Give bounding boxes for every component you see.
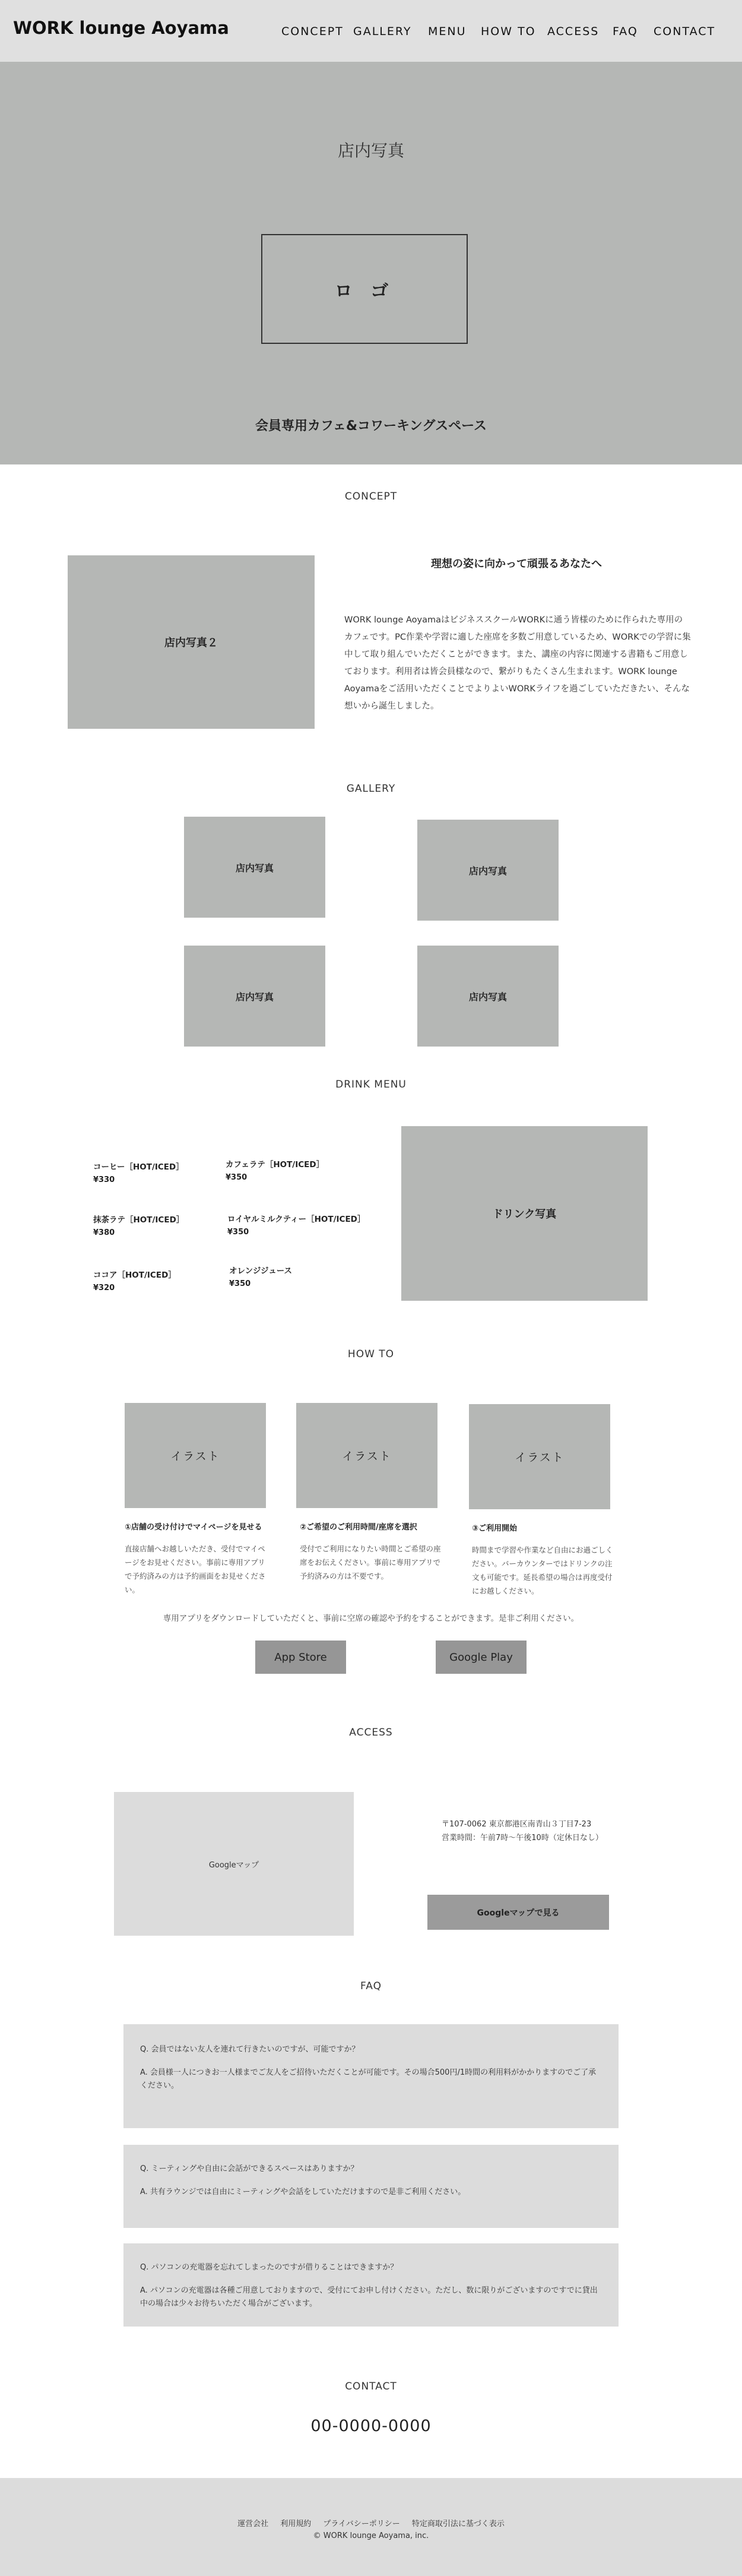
step-title: ②ご希望のご利用時間/座席を選択: [300, 1523, 417, 1532]
menu-item-price: ¥350: [226, 1173, 248, 1182]
menu-item-price: ¥350: [229, 1279, 251, 1288]
nav-gallery[interactable]: GALLERY: [353, 25, 412, 38]
footer-link-company[interactable]: 運営会社: [237, 2520, 269, 2528]
hero-subtitle: 会員専用カフェ&コワーキングスペース: [255, 419, 487, 434]
menu-item-name: オレンジジュース: [229, 1266, 293, 1276]
howto-title: HOW TO: [347, 1348, 395, 1360]
menu-item-price: ¥350: [227, 1228, 249, 1237]
step-body: 時間まで学習や作業など自由にお過ごしください。バーカウンターではドリンクの注文も可能です。延長希望の場合は再度受付にお越しください。: [472, 1545, 613, 1595]
drink-image: ドリンク写真: [401, 1126, 648, 1301]
nav-contact[interactable]: CONTACT: [654, 25, 716, 38]
menu-item-name: カフェラテ［HOT/ICED］: [226, 1160, 325, 1170]
faq-question: Q. パソコンの充電器を忘れてしまったのですが借りることはできますか？: [140, 2263, 398, 2272]
menu-item-name: ロイヤルミルクティー［HOT/ICED］: [227, 1215, 366, 1224]
concept-image: 店内写真２: [68, 555, 315, 729]
gallery-image[interactable]: 店内写真: [417, 946, 559, 1047]
concept-body: WORK lounge AoyamaはビジネススクールWORKに通う皆様のために作られた専用のカフェです。PC作業や学習に適した座席を多数ご用意しているため、WORKでの学習に集中して取り組んでいただくことができます。また、講座の内容に関連する書籍もご用意しております。利用者は皆会員様なので、繋がりもたくさん生まれます。WORK lounge Aoyamaをご活用いただくことでよりよいWORKライフを過ごしていただきたい、そんな想いから誕生しました。: [344, 615, 691, 711]
google-play-button[interactable]: Google Play: [436, 1641, 527, 1674]
menu-item-name: コーヒー［HOT/ICED］: [93, 1162, 184, 1172]
step-illustration: イラスト: [469, 1404, 610, 1509]
menu-item-price: ¥380: [93, 1228, 115, 1237]
nav-faq[interactable]: FAQ: [613, 25, 638, 38]
access-address: 〒107-0062 東京都港区南青山３丁目7-23: [442, 1820, 592, 1829]
faq-answer: A. 共有ラウンジでは自由にミーティングや会話をしていただけますので是非ご利用ください。: [140, 2188, 466, 2196]
menu-item-price: ¥330: [93, 1175, 115, 1184]
app-store-button[interactable]: App Store: [255, 1641, 346, 1674]
footer-link-tokushoho[interactable]: 特定商取引法に基づく表示: [411, 2520, 505, 2528]
gallery-image[interactable]: 店内写真: [184, 817, 325, 918]
nav-access[interactable]: ACCESS: [547, 25, 600, 38]
step-title: ③ご利用開始: [472, 1524, 518, 1533]
menu-item: [93, 1160, 184, 1184]
footer-copyright: © WORK lounge Aoyama, inc.: [313, 2531, 429, 2540]
google-map[interactable]: Googleマップ: [114, 1792, 354, 1936]
menu-item-price: ¥320: [93, 1284, 115, 1292]
faq-question: Q. 会員ではない友人を連れて行きたいのですが、可能ですか？: [140, 2045, 360, 2054]
faq-answer: A. 会員様一人につきお一人様までご友人をご招待いただくことが可能です。その場合500円/1時間の利用料がかかりますのでご了承ください。: [140, 2068, 597, 2090]
footer-link-terms[interactable]: 利用規約: [280, 2520, 312, 2528]
gallery-image[interactable]: 店内写真: [184, 946, 325, 1047]
contact-title: CONTACT: [345, 2381, 397, 2392]
access-hours: 営業時間：午前7時〜午後10時（定休日なし）: [442, 1834, 603, 1842]
nav-howto[interactable]: HOW TO: [481, 25, 536, 38]
menu-item: [226, 1158, 324, 1182]
gallery-image[interactable]: 店内写真: [417, 820, 559, 921]
footer-links: [0, 2517, 742, 2528]
step-illustration: イラスト: [296, 1403, 437, 1508]
menu-item: [229, 1264, 292, 1288]
hero-photo-label: 店内写真: [337, 141, 404, 160]
site-header: [0, 0, 742, 62]
hero-section: [0, 62, 742, 464]
faq-answer: A. パソコンの充電器は各種ご用意しておりますので、受付にてお申し付けください。ただし、数に限りがございますのですでに貸出中の場合は少々お待ちいただく場合がございます。: [140, 2286, 598, 2308]
menu-item-name: 抹茶ラテ［HOT/ICED］: [93, 1215, 185, 1225]
nav-concept[interactable]: CONCEPT: [281, 25, 344, 38]
concept-heading: 理想の姿に向かって頑張るあなたへ: [431, 558, 602, 570]
brand-logo[interactable]: WORK lounge Aoyama: [13, 18, 229, 38]
app-note: 専用アプリをダウンロードしていただくと、事前に空席の確認や予約をすることができます。是非ご利用ください。: [163, 1614, 579, 1623]
faq-question: Q. ミーティングや自由に会話ができるスペースはありますか？: [140, 2164, 359, 2173]
concept-title: CONCEPT: [344, 491, 398, 502]
menu-item: [227, 1212, 365, 1237]
step-title: ①店舗の受け付けでマイページを見せる: [125, 1523, 262, 1532]
step-illustration: イラスト: [125, 1403, 266, 1508]
faq-item: [123, 2024, 619, 2128]
hero-logo: ロ ゴ: [261, 234, 468, 344]
menu-title: DRINK MENU: [335, 1079, 407, 1091]
gallery-title: GALLERY: [346, 783, 396, 795]
faq-item: [123, 2243, 619, 2327]
access-title: ACCESS: [349, 1727, 393, 1739]
menu-item: [93, 1268, 176, 1292]
faq-title: FAQ: [360, 1980, 382, 1992]
faq-item: [123, 2145, 619, 2228]
view-map-button[interactable]: Googleマップで見る: [427, 1895, 609, 1930]
site-footer: [0, 2478, 742, 2576]
menu-item: [93, 1213, 184, 1237]
step-body: 直接店舗へお越しいただき、受付でマイページをお見せください。事前に専用アプリで予約済みの方は予約画面をお見せください。: [125, 1544, 266, 1594]
access-address-block: [442, 1818, 603, 1845]
nav-menu[interactable]: MENU: [428, 25, 467, 38]
contact-phone[interactable]: 00-0000-0000: [310, 2417, 432, 2435]
step-body: 受付でご利用になりたい時間とご希望の座席をお伝えください。事前に専用アプリで予約済みの方は不要です。: [300, 1544, 441, 1581]
menu-item-name: ココア［HOT/ICED］: [93, 1270, 176, 1280]
footer-link-privacy[interactable]: プライバシーポリシー: [323, 2520, 400, 2528]
